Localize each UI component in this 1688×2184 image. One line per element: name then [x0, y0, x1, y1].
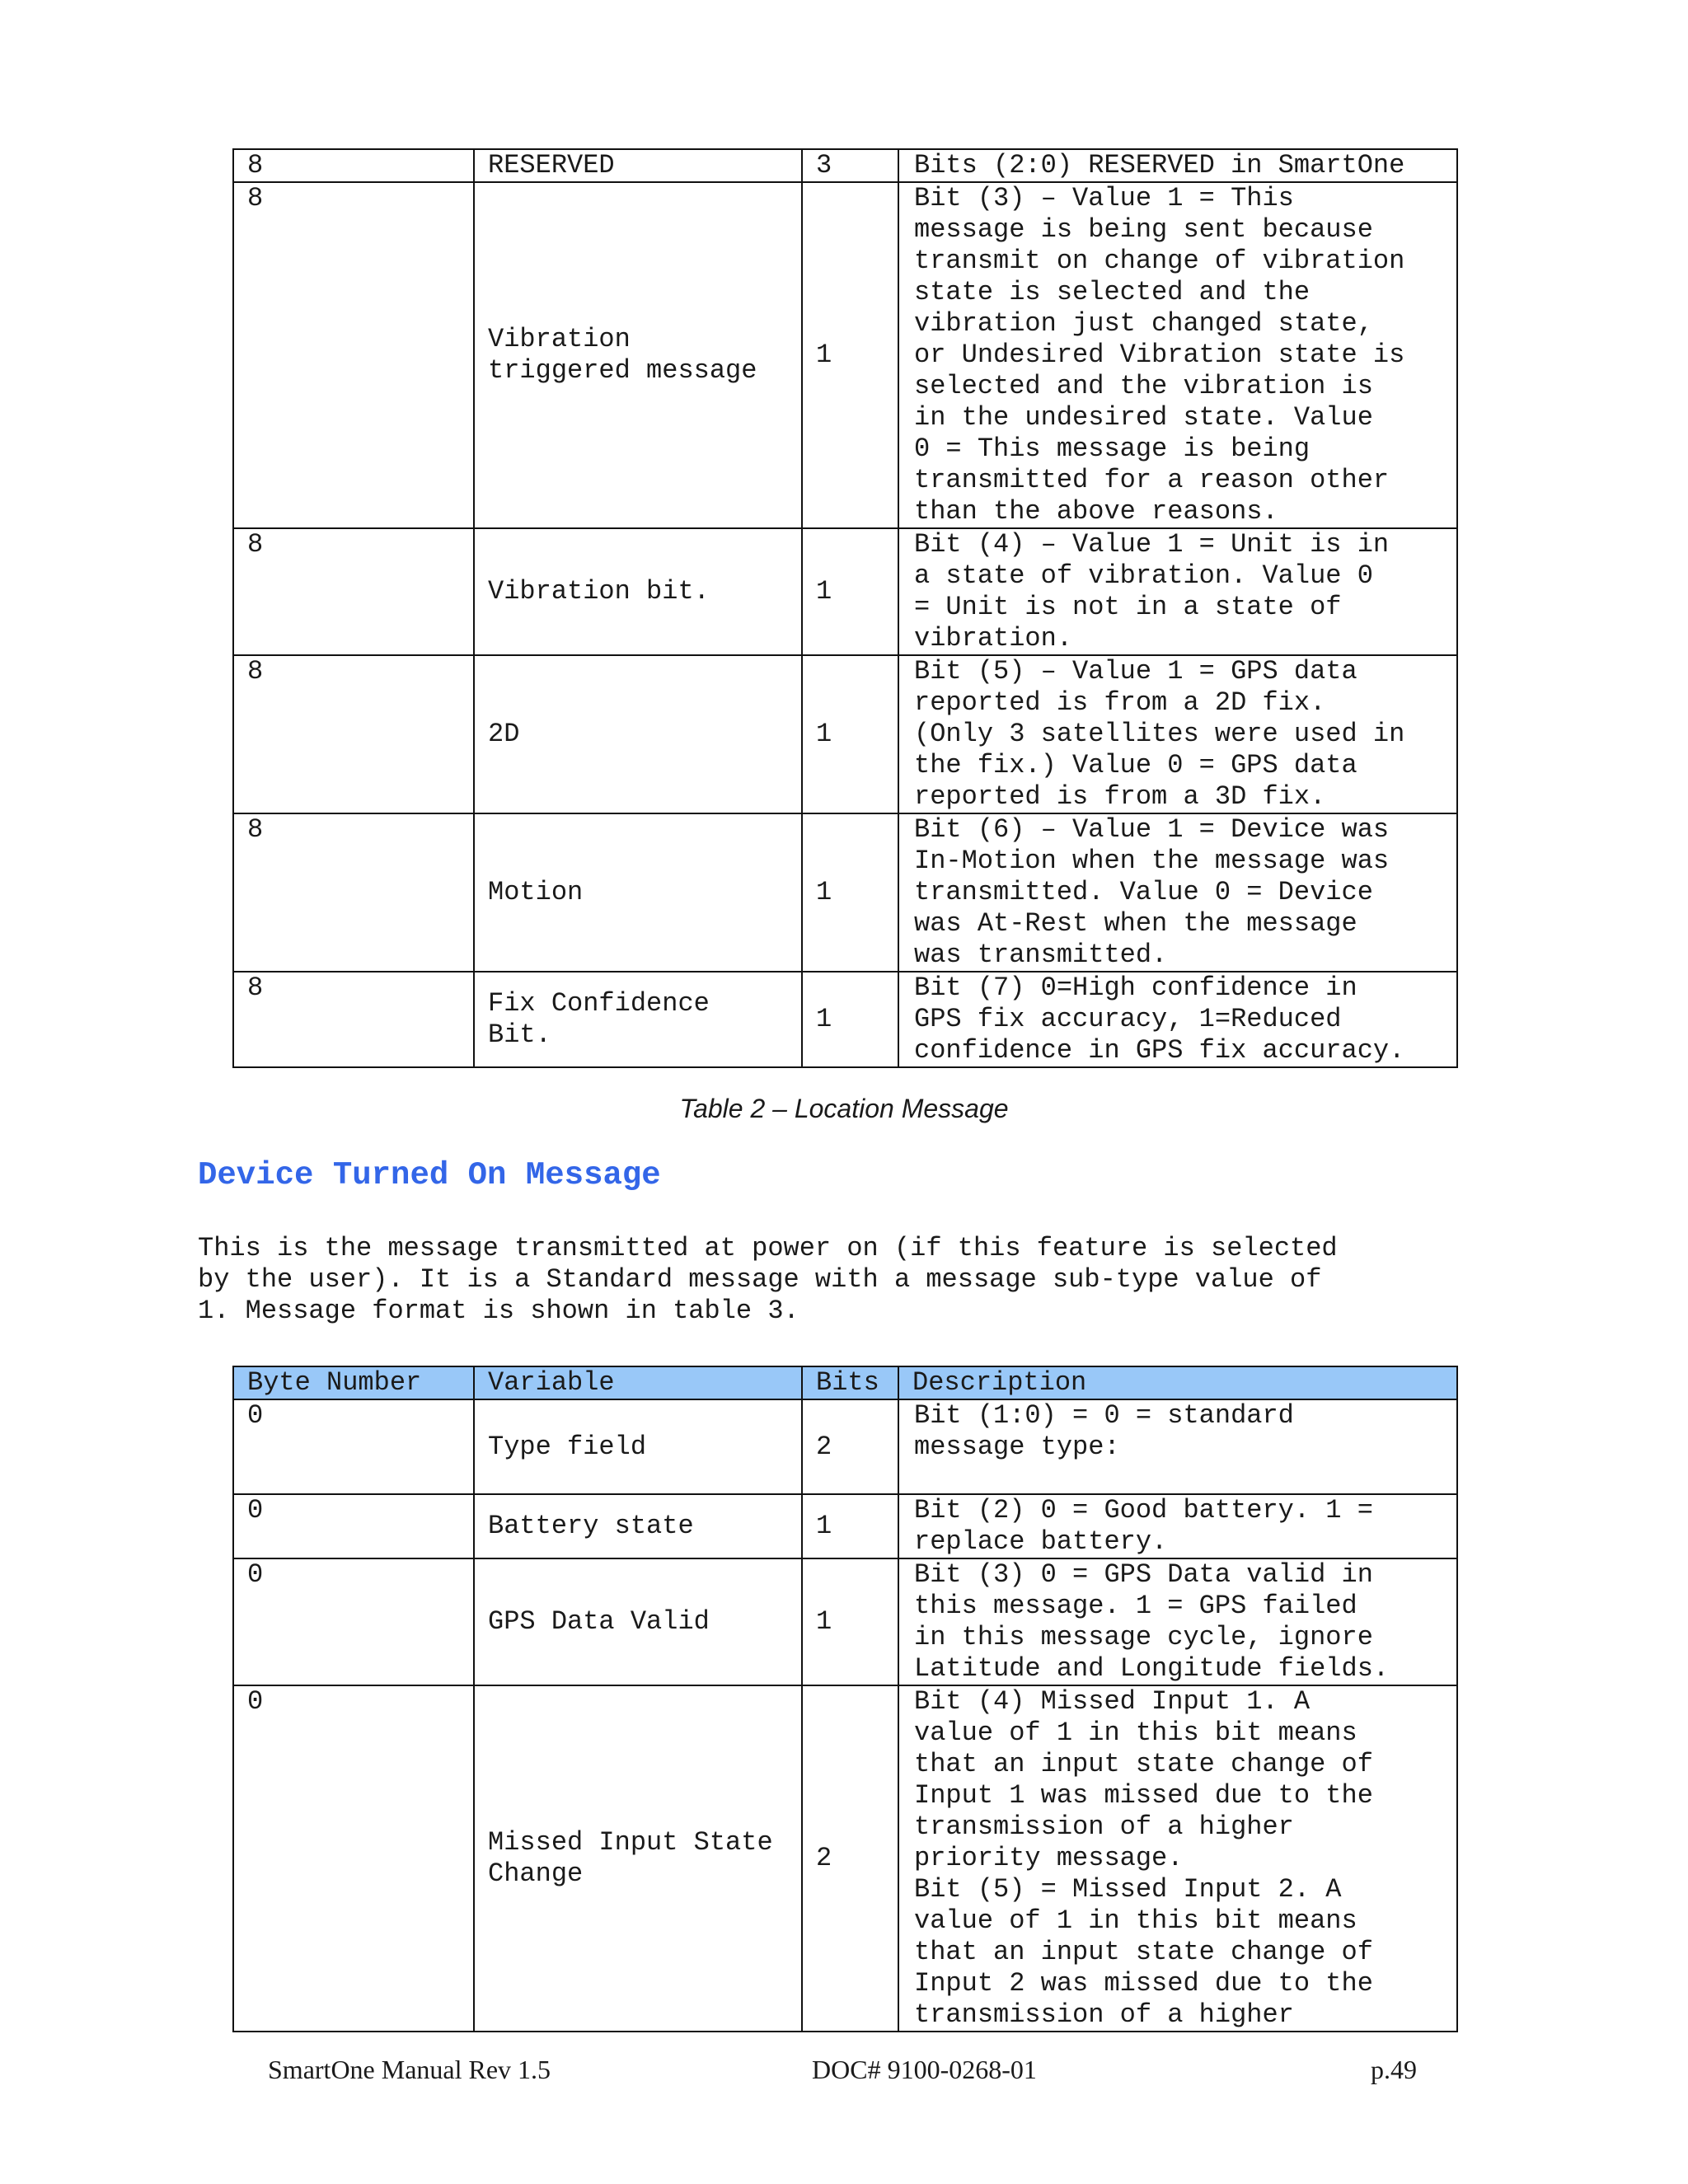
- variable-cell: Fix Confidence Bit.: [474, 972, 802, 1067]
- bits-cell: 1: [802, 182, 898, 528]
- section-heading: Device Turned On Message: [198, 1157, 661, 1193]
- column-header-byte-number: Byte Number: [233, 1366, 474, 1399]
- footer-manual-title: SmartOne Manual Rev 1.5: [268, 2055, 551, 2084]
- byte-number-cell: 0: [233, 1399, 474, 1494]
- variable-cell: Motion: [474, 813, 802, 972]
- variable-cell: Battery state: [474, 1494, 802, 1558]
- table-row: [233, 1399, 1457, 1494]
- table-header-row: [233, 1366, 1457, 1399]
- table-caption: Table 2 – Location Message: [679, 1094, 1009, 1123]
- byte-number-cell: 8: [233, 655, 474, 813]
- bits-cell: 1: [802, 1494, 898, 1558]
- table-row: [233, 655, 1457, 813]
- table-row: [233, 1558, 1457, 1685]
- bits-cell: 1: [802, 972, 898, 1067]
- byte-number-cell: 8: [233, 528, 474, 655]
- byte-number-cell: 8: [233, 813, 474, 972]
- table-row: [233, 1685, 1457, 2032]
- bits-cell: 1: [802, 528, 898, 655]
- table-row: [233, 1494, 1457, 1558]
- bits-cell: 1: [802, 813, 898, 972]
- column-header-variable: Variable: [474, 1366, 802, 1399]
- description-cell: Bit (1:0) = 0 = standard message type:: [898, 1399, 1457, 1494]
- description-cell: Bit (5) – Value 1 = GPS data reported is from a 2D fix. (Only 3 satellites were used in the fix.) Value 0 = GPS data reported is from a 3D fix.: [898, 655, 1457, 813]
- bits-cell: 2: [802, 1685, 898, 2032]
- byte-number-cell: 0: [233, 1685, 474, 2032]
- byte-number-cell: 8: [233, 972, 474, 1067]
- byte-number-cell: 0: [233, 1558, 474, 1685]
- footer-page-number: p.49: [1371, 2055, 1417, 2084]
- variable-cell: Type field: [474, 1399, 802, 1494]
- byte-number-cell: 8: [233, 149, 474, 182]
- location-message-table-continued: [232, 148, 1458, 1068]
- variable-cell: RESERVED: [474, 149, 802, 182]
- bits-cell: 1: [802, 655, 898, 813]
- variable-cell: Vibration bit.: [474, 528, 802, 655]
- byte-number-cell: 0: [233, 1494, 474, 1558]
- table-row: [233, 149, 1457, 182]
- bits-cell: 2: [802, 1399, 898, 1494]
- bits-cell: 3: [802, 149, 898, 182]
- table-row: [233, 813, 1457, 972]
- footer-document-number: DOC# 9100-0268-01: [812, 2055, 1037, 2084]
- description-cell: Bits (2:0) RESERVED in SmartOne: [898, 149, 1457, 182]
- description-cell: Bit (7) 0=High confidence in GPS fix accuracy, 1=Reduced confidence in GPS fix accuracy.: [898, 972, 1457, 1067]
- table-row: [233, 182, 1457, 528]
- variable-cell: GPS Data Valid: [474, 1558, 802, 1685]
- table-row: [233, 528, 1457, 655]
- variable-cell: Missed Input State Change: [474, 1685, 802, 2032]
- description-cell: Bit (2) 0 = Good battery. 1 = replace battery.: [898, 1494, 1457, 1558]
- description-cell: Bit (4) Missed Input 1. A value of 1 in this bit means that an input state change of Input 1 was missed due to the transmission of a higher priority message. Bit (5) = Missed Input 2. A value of 1 in this bit means that an input state change of Input 2 was missed due to the transmission of a higher: [898, 1685, 1457, 2032]
- table-row: [233, 972, 1457, 1067]
- variable-cell: Vibration triggered message: [474, 182, 802, 528]
- column-header-description: Description: [898, 1366, 1457, 1399]
- section-paragraph: This is the message transmitted at power on (if this feature is selected by the user). It is a Standard message with a message sub-type value of 1. Message format is shown in table 3.: [198, 1233, 1338, 1326]
- byte-number-cell: 8: [233, 182, 474, 528]
- description-cell: Bit (3) – Value 1 = This message is being sent because transmit on change of vibration state is selected and the vibration just changed state, or Undesired Vibration state is selected and the vibration is in the undesired state. Value 0 = This message is being transmitted for a reason other than the above reasons.: [898, 182, 1457, 528]
- device-turned-on-message-table: [232, 1366, 1458, 2032]
- bits-cell: 1: [802, 1558, 898, 1685]
- column-header-bits: Bits: [802, 1366, 898, 1399]
- variable-cell: 2D: [474, 655, 802, 813]
- description-cell: Bit (4) – Value 1 = Unit is in a state of vibration. Value 0 = Unit is not in a state of vibration.: [898, 528, 1457, 655]
- description-cell: Bit (3) 0 = GPS Data valid in this message. 1 = GPS failed in this message cycle, ignore Latitude and Longitude fields.: [898, 1558, 1457, 1685]
- description-cell: Bit (6) – Value 1 = Device was In-Motion when the message was transmitted. Value 0 = Device was At-Rest when the message was transmitted.: [898, 813, 1457, 972]
